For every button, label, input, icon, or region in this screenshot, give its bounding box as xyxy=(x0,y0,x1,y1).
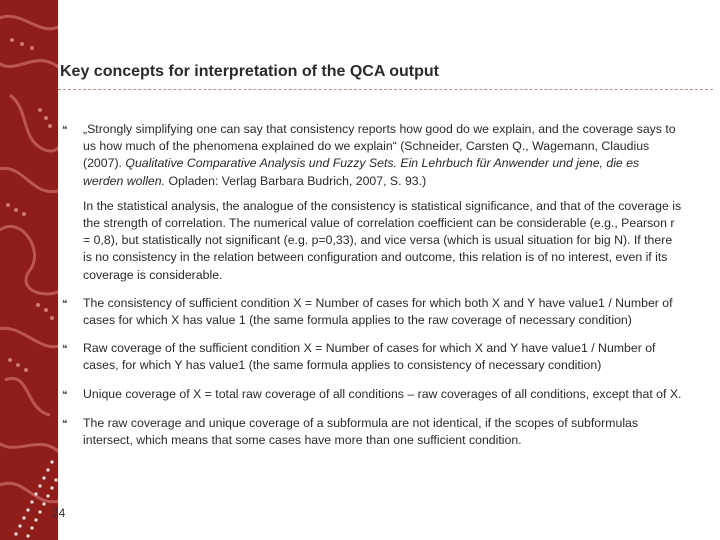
bullet-icon: ❝ xyxy=(62,389,68,401)
decorative-side-band xyxy=(0,0,58,540)
slide-title: Key concepts for interpretation of the QCA output xyxy=(60,63,439,80)
aboriginal-pattern-graphic xyxy=(0,0,58,540)
list-item-statistical-analogue xyxy=(62,198,682,284)
book-title: Qualitative Comparative Analysis und Fuzzy Sets. Ein Lehrbuch für Anwender und jene, die es werden wollen. xyxy=(83,156,640,188)
bullet-icon: ❝ xyxy=(62,418,68,430)
page-number: 24 xyxy=(52,506,66,520)
list-item-raw-coverage xyxy=(62,340,682,374)
list-item-text: Raw coverage of the sufficient condition X = Number of cases for which X and Y have value1 / Number of cases, for which Y has value1 (the same formula applies to consistency of necessary condition) xyxy=(83,341,656,373)
list-item-unique-coverage xyxy=(62,386,682,404)
list-item-subformula xyxy=(62,415,682,449)
list-item-quote xyxy=(62,121,682,190)
list-item-text: The consistency of sufficient condition X = Number of cases for which both X and Y have value1 / Number of cases for which X has value 1 (the same formula applies to the raw coverage of necessary condition) xyxy=(83,295,673,328)
list-item-text: The raw coverage and unique coverage of a subformula are not identical, if the scopes of subformulas intersect, which means that some cases have more than one sufficient condition. xyxy=(83,415,639,448)
bullet-list xyxy=(62,121,682,460)
bullet-icon: ❝ xyxy=(62,125,68,136)
title-divider xyxy=(58,89,713,90)
list-item-text: Unique coverage of X = total raw coverage of all conditions – raw coverages of all conditions, except that of X. xyxy=(83,386,682,401)
list-item-text: In the statistical analysis, the analogue of the consistency is statistical significance, and that of the coverage is the strength of correlation. The numerical value of correlation coefficient can be considerable (e.g., Pearson r = 0,8), but statistically not significant (e.g. p=0,33), and vice versa (which is usual situation for big N). If there is no consistency in the relation between configuration and outcome, this relation is of no interest, even if its coverage is considerable. xyxy=(83,198,682,282)
list-item-consistency xyxy=(62,295,682,329)
list-item-text: „Strongly simplifying one can say that consistency reports how good do we explain, and the coverage says to us how much of the phenomena explained do we explain“ (Schneider, Carsten Q., Wagemann, Claudius (2007). Qualitative Comparative Analysis und Fuzzy Sets. Ein Lehrbuch für Anwender und jene, die es werden wollen. Opladen: Verlag Barbara Budrich, 2007, S. 93.) xyxy=(83,122,676,188)
bullet-icon: ❝ xyxy=(62,344,68,356)
bullet-icon: ❝ xyxy=(62,298,68,310)
